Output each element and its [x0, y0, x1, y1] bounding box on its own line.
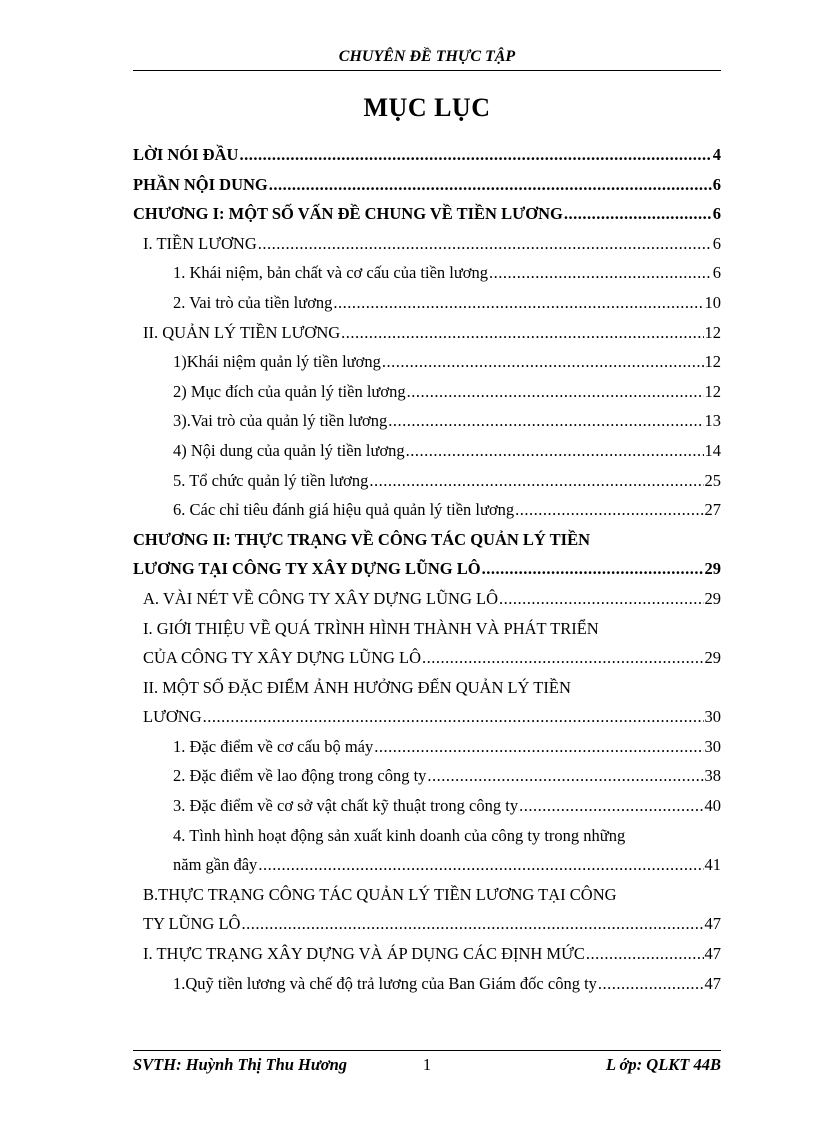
toc-leader — [388, 406, 703, 436]
toc-entry-label: 1.Quỹ tiền lương và chế độ trả lương của Ban Giám đốc công ty — [173, 973, 597, 993]
toc-entry-page: 4 — [712, 145, 721, 164]
toc-leader — [258, 229, 712, 259]
toc-leader — [598, 969, 704, 999]
toc-entry-label: 6. Các chỉ tiêu đánh giá hiệu quả quản lý tiền lương — [173, 500, 515, 520]
toc-entry-label: II. QUẢN LÝ TIỀN LƯƠNG — [143, 322, 341, 342]
toc-entry[interactable] — [133, 732, 721, 762]
toc-entry[interactable] — [133, 170, 721, 200]
toc-leader — [515, 495, 703, 525]
toc-leader — [239, 140, 711, 170]
toc-leader — [422, 643, 703, 673]
toc-entry[interactable] — [133, 377, 721, 407]
toc-leader — [427, 761, 703, 791]
toc-entry-page: 29 — [704, 648, 721, 668]
toc-entry-page: 47 — [704, 973, 721, 993]
toc-entry[interactable] — [133, 791, 721, 821]
toc-entry-page: 12 — [704, 352, 721, 372]
toc-entry-page: 10 — [704, 292, 721, 312]
toc-entry-label: 5. Tổ chức quản lý tiền lương — [173, 470, 369, 490]
toc-entry-page: 6 — [712, 204, 721, 224]
toc-leader — [489, 258, 712, 288]
toc-entry-page: 40 — [704, 796, 721, 816]
toc-leader — [586, 939, 704, 969]
toc-leader — [382, 347, 704, 377]
toc-entry-label: 1)Khái niệm quản lý tiền lương — [173, 352, 381, 372]
toc-entry-page: 6 — [712, 174, 721, 194]
toc-entry[interactable] — [133, 347, 721, 377]
toc-leader — [269, 170, 712, 200]
student-name: SVTH: Huỳnh Thị Thu Hương — [133, 1055, 348, 1074]
class-code: L ớp: QLKT 44B — [605, 1055, 721, 1074]
toc-leader — [564, 199, 712, 229]
toc-entry[interactable] — [133, 584, 721, 614]
toc-leader — [341, 318, 703, 348]
toc-entry[interactable] — [133, 288, 721, 318]
toc-entry[interactable] — [133, 436, 721, 466]
toc-entry[interactable] — [133, 466, 721, 496]
table-of-contents — [133, 140, 721, 998]
toc-entry-label: LỜI NÓI ĐẦU — [133, 145, 239, 164]
toc-entry[interactable] — [133, 969, 721, 999]
toc-entry-page: 13 — [704, 411, 721, 431]
page-number: 1 — [422, 1055, 432, 1074]
toc-entry-page: 29 — [704, 588, 721, 608]
footer-rule — [133, 1050, 721, 1051]
toc-leader — [406, 436, 704, 466]
toc-entry-label: I. TIỀN LƯƠNG — [143, 233, 257, 253]
toc-entry-label: TY LŨNG LÔ — [143, 914, 241, 934]
header-rule — [133, 70, 721, 71]
toc-entry[interactable] — [133, 850, 721, 880]
toc-entry[interactable] — [133, 406, 721, 436]
toc-entry[interactable] — [133, 643, 721, 673]
toc-entry[interactable] — [133, 761, 721, 791]
toc-entry[interactable] — [133, 229, 721, 259]
toc-entry-page: 30 — [704, 707, 721, 727]
toc-entry-label: năm gần đây — [173, 855, 258, 875]
toc-entry-page: 47 — [704, 944, 721, 964]
toc-entry[interactable] — [133, 318, 721, 348]
toc-entry-label: 3. Đặc điểm về cơ sở vật chất kỹ thuật trong công ty — [173, 796, 519, 816]
toc-entry-page: 47 — [704, 914, 721, 934]
toc-entry-first-line[interactable]: I. GIỚI THIỆU VỀ QUÁ TRÌNH HÌNH THÀNH VÀ PHÁT TRIỂN — [143, 618, 599, 638]
toc-entry-page: 30 — [704, 736, 721, 756]
toc-entry-label: 1. Khái niệm, bản chất và cơ cấu của tiền lương — [173, 263, 489, 283]
toc-entry[interactable] — [133, 199, 721, 229]
toc-entry-page: 6 — [712, 233, 721, 253]
toc-entry-label: LƯƠNG TẠI CÔNG TY XÂY DỰNG LŨNG LÔ — [133, 559, 481, 579]
toc-leader — [374, 732, 703, 762]
running-footer — [133, 1055, 721, 1077]
page-title: MỤC LỤC — [363, 93, 491, 122]
toc-entry-label: 1. Đặc điểm về cơ cấu bộ máy — [173, 736, 374, 756]
toc-leader — [369, 466, 703, 496]
toc-entry-label: CHƯƠNG I: MỘT SỐ VẤN ĐỀ CHUNG VỀ TIỀN LƯƠNG — [133, 204, 563, 224]
toc-entry[interactable] — [133, 939, 721, 969]
running-header: CHUYÊN ĐỀ THỰC TẬP — [338, 48, 516, 65]
toc-entry-label: 2. Đặc điểm về lao động trong công ty — [173, 766, 427, 786]
toc-entry-page: 14 — [704, 440, 721, 460]
toc-entry-page: 27 — [704, 500, 721, 520]
toc-entry-label: 3).Vai trò của quản lý tiền lương — [173, 411, 388, 431]
toc-entry-label: 2) Mục đích của quản lý tiền lương — [173, 381, 406, 401]
toc-entry-label: A. VÀI NÉT VỀ CÔNG TY XÂY DỰNG LŨNG LÔ — [143, 588, 499, 608]
toc-entry-label: PHẦN NỘI DUNG — [133, 174, 268, 194]
toc-entry-page: 41 — [704, 855, 721, 875]
toc-entry[interactable] — [133, 554, 721, 584]
toc-entry-label: CỦA CÔNG TY XÂY DỰNG LŨNG LÔ — [143, 648, 422, 668]
toc-leader — [241, 909, 703, 939]
toc-entry-page: 29 — [704, 559, 721, 579]
toc-leader — [499, 584, 703, 614]
toc-leader — [482, 554, 704, 584]
toc-entry[interactable] — [133, 258, 721, 288]
toc-entry-page: 25 — [704, 470, 721, 490]
toc-entry-page: 12 — [704, 322, 721, 342]
toc-entry-first-line[interactable]: B.THỰC TRẠNG CÔNG TÁC QUẢN LÝ TIỀN LƯƠNG TẠI CÔNG — [143, 884, 617, 904]
toc-entry-label: 2. Vai trò của tiền lương — [173, 292, 333, 312]
toc-entry[interactable] — [133, 495, 721, 525]
toc-entry-page: 12 — [704, 381, 721, 401]
toc-leader — [203, 702, 704, 732]
toc-leader — [519, 791, 703, 821]
toc-entry-page: 6 — [712, 263, 721, 283]
toc-entry-page: 38 — [704, 766, 721, 786]
toc-entry[interactable] — [133, 140, 721, 170]
toc-entry-first-line[interactable]: 4. Tình hình hoạt động sản xuất kinh doanh của công ty trong những — [173, 825, 626, 845]
toc-entry-first-line[interactable]: II. MỘT SỐ ĐẶC ĐIỂM ẢNH HƯỞNG ĐẾN QUẢN LÝ TIỀN — [143, 677, 571, 697]
toc-entry-first-line[interactable]: CHƯƠNG II: THỰC TRẠNG VỀ CÔNG TÁC QUẢN LÝ TIỀN — [133, 529, 591, 549]
toc-leader — [258, 850, 703, 880]
toc-entry-label: LƯƠNG — [143, 707, 202, 727]
toc-entry[interactable] — [133, 909, 721, 939]
toc-entry-label: 4) Nội dung của quản lý tiền lương — [173, 440, 405, 460]
toc-entry-label: I. THỰC TRẠNG XÂY DỰNG VÀ ÁP DỤNG CÁC ĐỊNH MỨC — [143, 944, 585, 964]
toc-entry[interactable] — [133, 702, 721, 732]
toc-leader — [407, 377, 704, 407]
toc-leader — [333, 288, 703, 318]
